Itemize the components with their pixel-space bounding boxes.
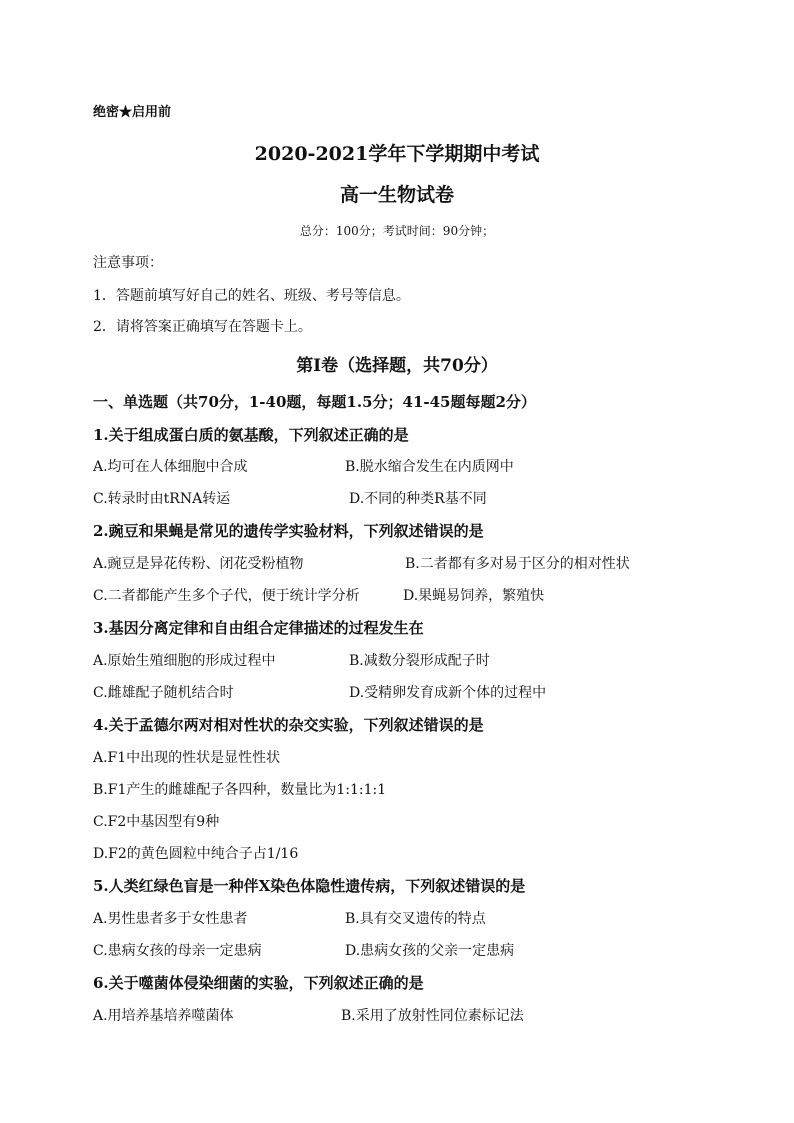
question-stem: 3.基因分离定律和自由组合定律描述的过程发生在 bbox=[93, 619, 424, 637]
option-a: A.用培养基培养噬菌体 bbox=[93, 1008, 234, 1024]
option-d: D.患病女孩的父亲一定患病 bbox=[345, 943, 515, 959]
question-stem: 2.豌豆和果蝇是常见的遗传学实验材料，下列叙述错误的是 bbox=[93, 522, 484, 540]
option-b: B.二者都有多对易于区分的相对性状 bbox=[405, 556, 630, 572]
notes-heading: 注意事项： bbox=[93, 255, 163, 271]
option-b: B.采用了放射性同位素标记法 bbox=[341, 1008, 524, 1024]
question-stem: 4.关于孟德尔两对相对性状的杂交实验，下列叙述错误的是 bbox=[93, 716, 484, 734]
option-a: A.F1中出现的性状是显性性状 bbox=[93, 750, 281, 766]
option-a: A.均可在人体细胞中合成 bbox=[93, 459, 248, 475]
note-item: 2．请将答案正确填写在答题卡上。 bbox=[93, 319, 312, 335]
option-b: B.减数分裂形成配子时 bbox=[349, 653, 490, 669]
exam-subtitle: 高一生物试卷 bbox=[339, 184, 454, 206]
option-a: A.豌豆是异花传粉、闭花受粉植物 bbox=[93, 556, 304, 572]
option-d: D.F2的黄色圆粒中纯合子占1/16 bbox=[93, 846, 299, 862]
question-stem: 6.关于噬菌体侵染细菌的实验，下列叙述正确的是 bbox=[93, 974, 424, 992]
option-a: A.男性患者多于女性患者 bbox=[93, 911, 248, 927]
confidential-label: 绝密★启用前 bbox=[93, 105, 172, 120]
option-c: C.二者都能产生多个子代，便于统计学分析 bbox=[93, 588, 360, 604]
section-heading: 一、单选题（共70分，1-40题，每题1.5分；41-45题每题2分） bbox=[93, 393, 536, 411]
option-c: C.F2中基因型有9种 bbox=[93, 814, 220, 830]
option-d: D.受精卵发育成新个体的过程中 bbox=[349, 685, 547, 701]
option-b: B.F1产生的雌雄配子各四种，数量比为1:1:1:1 bbox=[93, 782, 387, 798]
note-item: 1．答题前填写好自己的姓名、班级、考号等信息。 bbox=[93, 288, 410, 304]
option-d: D.果蝇易饲养，繁殖快 bbox=[403, 588, 545, 604]
option-b: B.脱水缩合发生在内质网中 bbox=[345, 459, 514, 475]
option-b: B.具有交叉遗传的特点 bbox=[345, 911, 486, 927]
question-stem: 1.关于组成蛋白质的氨基酸，下列叙述正确的是 bbox=[93, 426, 409, 444]
exam-title: 2020-2021学年下学期期中考试 bbox=[254, 143, 540, 165]
exam-meta: 总分：100分；考试时间：90分钟； bbox=[299, 224, 495, 238]
option-c: C.患病女孩的母亲一定患病 bbox=[93, 943, 262, 959]
question-stem: 5.人类红绿色盲是一种伴X染色体隐性遗传病，下列叙述错误的是 bbox=[93, 877, 526, 895]
option-c: C.雌雄配子随机结合时 bbox=[93, 685, 234, 701]
option-d: D.不同的种类R基不同 bbox=[349, 491, 487, 507]
part-title: 第Ⅰ卷（选择题，共70分） bbox=[296, 356, 498, 376]
option-a: A.原始生殖细胞的形成过程中 bbox=[93, 653, 276, 669]
option-c: C.转录时由tRNA转运 bbox=[93, 491, 231, 507]
